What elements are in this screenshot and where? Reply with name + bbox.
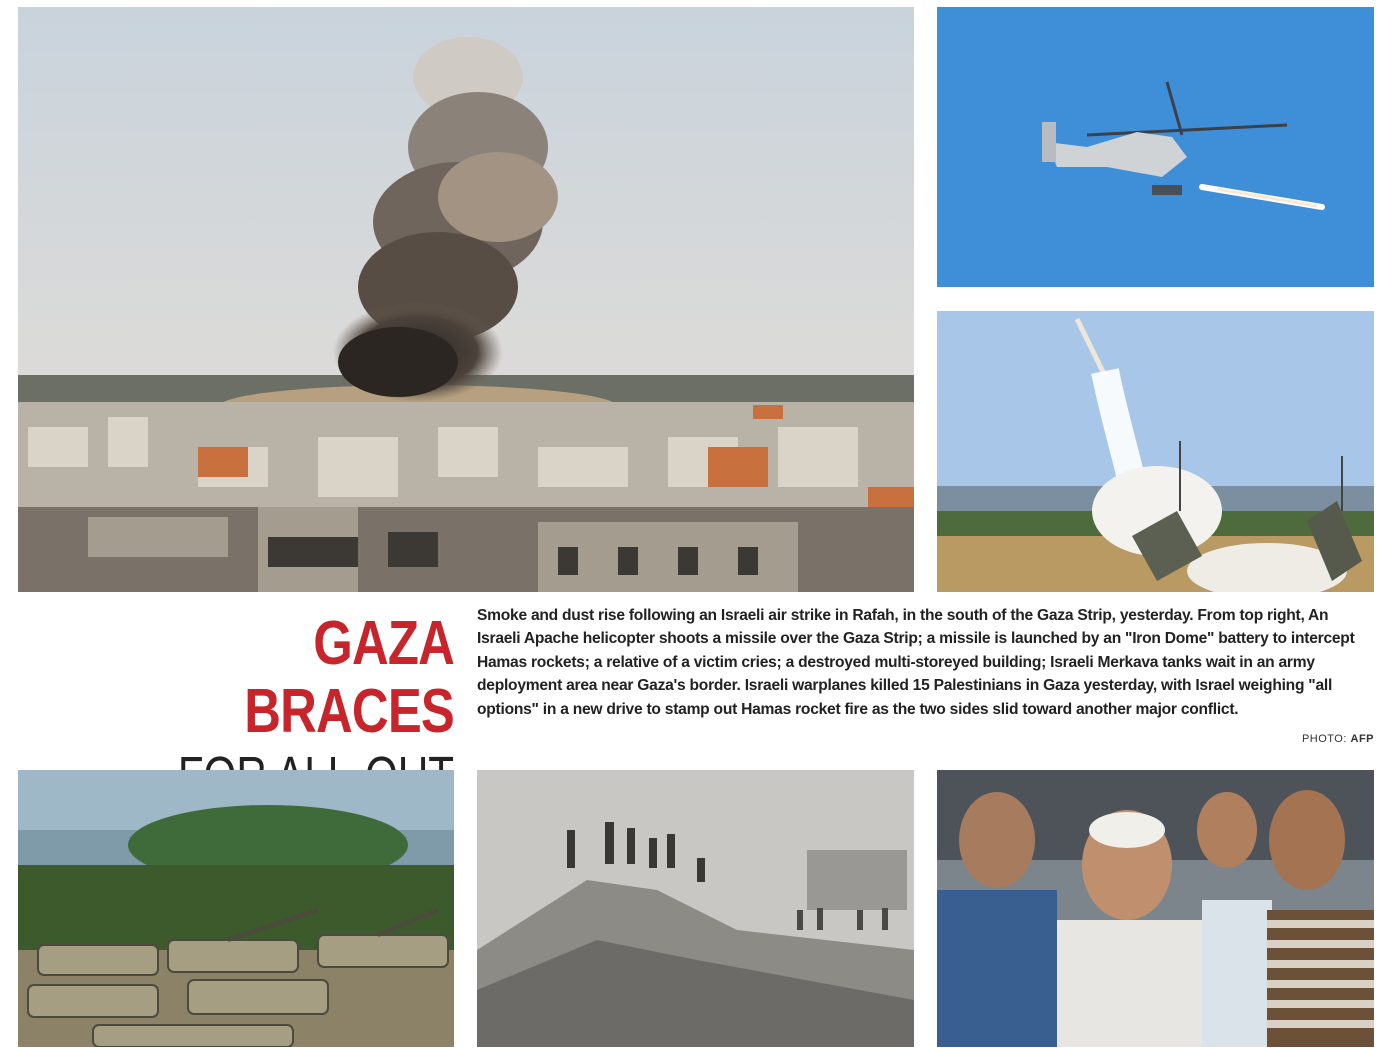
photo-destroyed-building [477,770,914,1047]
photo-credit [1302,733,1374,745]
photo-credit-label: PHOTO: [1301,733,1347,745]
photo-iron-dome-launch [937,311,1374,592]
photo-airstrike-rafah [18,7,914,592]
photo-merkava-tanks [18,770,454,1047]
photo-relative-cries [937,770,1374,1047]
photo-caption: Smoke and dust rise following an Israeli air strike in Rafah, in the south of the Gaza Strip, yesterday. From top right, An Israeli Apache helicopter shoots a missile over the Gaza Strip; a missile is launched by an "Iron Dome" battery to intercept Hamas rockets; a relative of a victim cries; a destroyed multi-storeyed building; Israeli Merkava tanks wait in an army deployment area near Gaza's border. Israeli warplanes killed 15 Palestinians in Gaza yesterday, with Israel weighing "all options" in a new drive to stamp out Hamas rocket fire as the two sides slid toward another major conflict. [477,607,1355,718]
photo-credit-source: AFP [1350,733,1374,745]
headline-line-1: GAZA BRACES [244,609,454,746]
photo-apache-helicopter [937,7,1374,287]
